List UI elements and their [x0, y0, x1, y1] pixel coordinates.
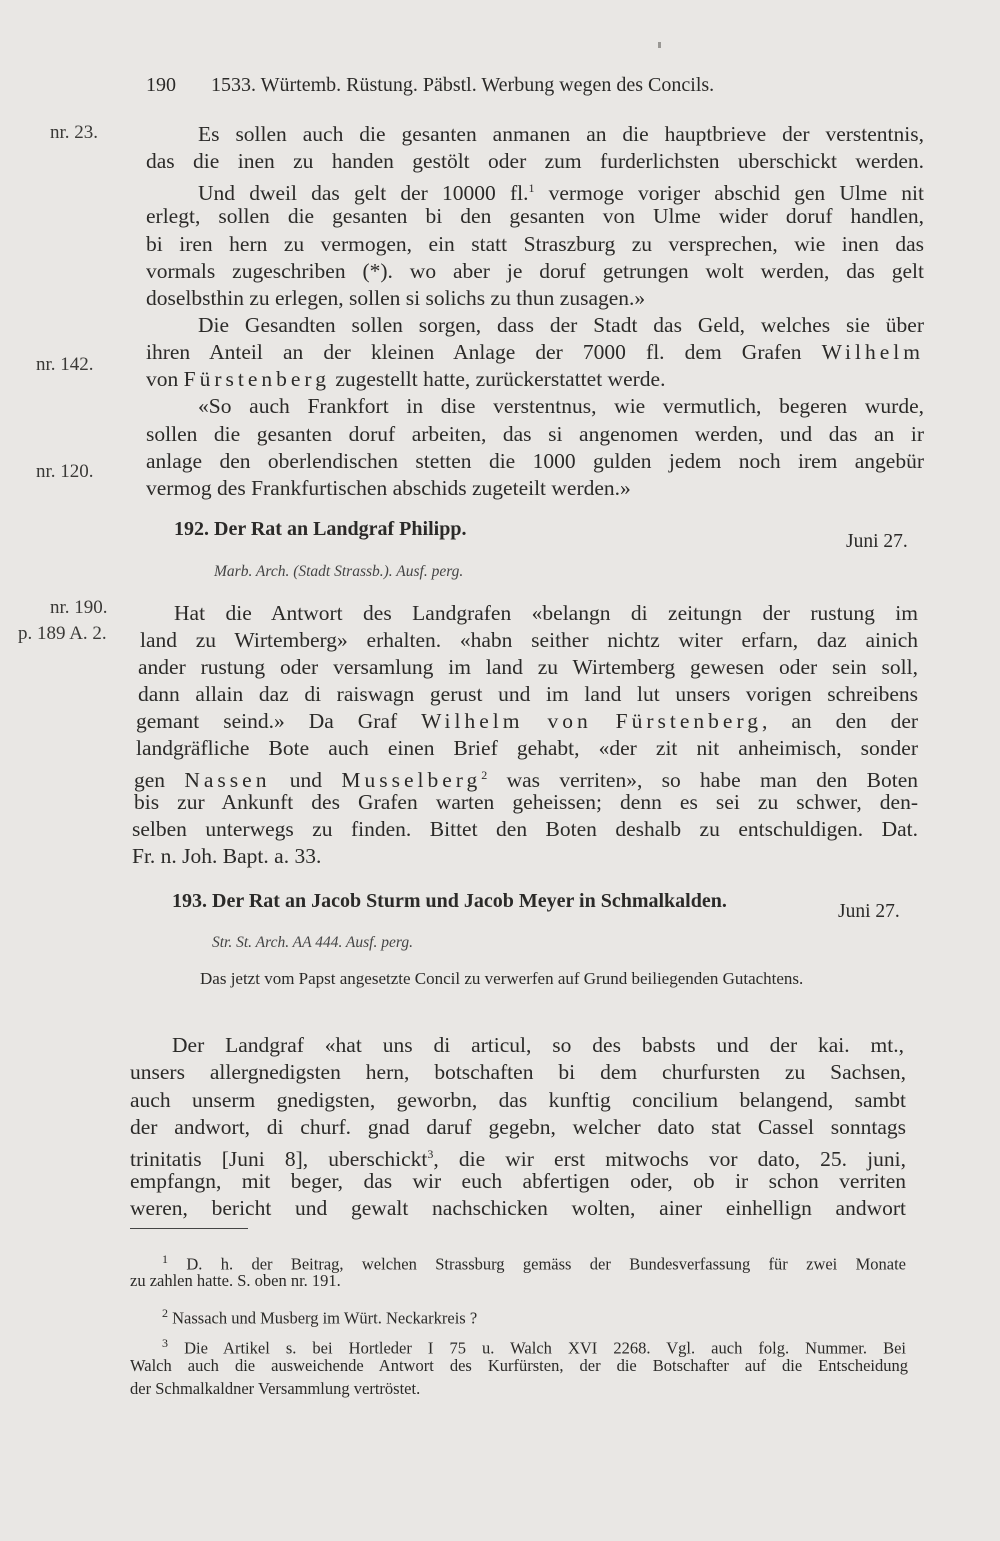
body-line: ihren Anteil an der kleinen Anlage der 7000 fl. dem Grafen Wilhelm [146, 340, 924, 364]
document-summary: Das jetzt vom Papst angesetzte Concil zu verwerfen auf Grund beiliegenden Gutachtens. [200, 969, 804, 988]
body-line: dann allain daz di raiswagn gerust und im land lut unsers vorigen schreibens [138, 682, 918, 706]
body-line: auch unserm gnedigsten, geworbn, das kunftig concilium belangend, sambt [130, 1088, 906, 1112]
body-line: bis zur Ankunft des Grafen warten geheissen; denn es sei zu schwer, den- [134, 790, 918, 814]
body-line: trinitatis [Juni 8], uberschickt$^3$, die wir erst mitwochs vor dato, 25. juni, [130, 1147, 906, 1172]
body-line: bi iren hern zu vermogen, ein statt Straszburg zu versprechen, wie inen das [146, 232, 924, 256]
body-line: Und dweil das gelt der 10000 fl.$^1$ vermoge voriger abschid gen Ulme nit [198, 181, 924, 206]
body-line: das die inen zu handen gestölt oder zum furderlichsten uberschickt werden. [146, 149, 924, 173]
margin-note: nr. 23. [50, 122, 99, 143]
body-line: empfangn, mit beger, das wir euch abfertigen oder, ob ir schon verriten [130, 1169, 906, 1193]
body-line: Die Gesandten sollen sorgen, dass der Stadt das Geld, welches sie über [198, 313, 924, 337]
person-name: Wilhelm [821, 340, 924, 364]
document-heading: 192. Der Rat an Landgraf Philipp. [174, 518, 467, 540]
source-note: Str. St. Arch. AA 444. Ausf. perg. [212, 934, 413, 951]
body-line: gen Nassen und Musselberg$^2$ was verriten», so habe man den Boten [134, 768, 918, 793]
margin-note: nr. 142. [36, 354, 94, 375]
body-line: selben unterwegs zu finden. Bittet den Boten deshalb zu entschuldigen. Dat. [132, 817, 918, 841]
scan-speck [658, 42, 661, 48]
footnote: der Schmalkaldner Versammlung vertröstet. [130, 1379, 421, 1398]
body-line: Hat die Antwort des Landgrafen «belangn di zeitungn der rustung im [174, 601, 918, 625]
body-line: Fr. n. Joh. Bapt. a. 33. [132, 844, 322, 868]
margin-note: nr. 120. [36, 461, 94, 482]
body-line: Der Landgraf «hat uns di articul, so des babsts und der kai. mt., [172, 1033, 904, 1057]
margin-note: nr. 190. [50, 597, 108, 618]
body-line: «So auch Frankfort in dise verstentnus, wie vermutlich, begeren wurde, [198, 394, 924, 418]
document-heading: 193. Der Rat an Jacob Sturm und Jacob Meyer in Schmalkalden. [172, 890, 727, 912]
footnote: $^1$ D. h. der Beitrag, welchen Strassburg gemäss der Bundesverfassung für zwei Monate [162, 1252, 907, 1274]
source-note: Marb. Arch. (Stadt Strassb.). Ausf. perg. [214, 563, 464, 580]
body-line: ander rustung oder versamlung im land zu Wirtemberg gewesen oder sein soll, [138, 655, 918, 679]
body-line: von Fürstenberg zugestellt hatte, zurückerstattet werde. [146, 367, 666, 391]
footnote: $^2$ Nassach und Musberg im Würt. Neckarkreis ? [162, 1306, 478, 1328]
body-line: gemant seind.» Da Graf Wilhelm von Fürstenberg, an den der [136, 709, 919, 733]
document-date: Juni 27. [846, 531, 908, 552]
footnote: Walch auch die ausweichende Antwort des Kurfürsten, der die Botschafter auf die Entscheidung [130, 1356, 908, 1375]
body-line: land zu Wirtemberg» erhalten. «habn seither nichtz witer erfarn, daz ainich [140, 628, 918, 652]
body-line: landgräfliche Bote auch einen Brief gehabt, «der zit nit anheimisch, sonder [136, 736, 918, 760]
running-header [146, 74, 714, 97]
footnote-ref: 3 [427, 1147, 434, 1161]
body-line: doselbsthin zu erlegen, sollen si solichs zu thun zusagen.» [146, 286, 646, 310]
body-line: der andwort, di churf. gnad daruf gegebn, welcher dato stat Cassel sonntags [130, 1115, 906, 1139]
margin-note: p. 189 A. 2. [18, 623, 107, 644]
footnote: $^3$ Die Artikel s. bei Hortleder I 75 u. Walch XVI 2268. Vgl. auch folg. Nummer. Bei [162, 1336, 906, 1358]
document-date: Juni 27. [838, 901, 900, 922]
body-line: vormals zugeschriben (*). wo aber je doruf getrungen wolt werden, das gelt [146, 259, 924, 283]
person-name: Fürstenberg [183, 367, 330, 391]
running-title: 1533. Würtemb. Rüstung. Päbstl. Werbung wegen des Concils. [211, 74, 715, 96]
footnote: zu zahlen hatte. S. oben nr. 191. [130, 1271, 341, 1290]
body-line: Es sollen auch die gesanten anmanen an die hauptbrieve der verstentnis, [198, 122, 924, 146]
body-line: sollen die gesanten doruf arbeiten, das si angenomen werden, und das an ir [146, 422, 924, 446]
footnote-ref: 1 [528, 181, 535, 195]
body-line: erlegt, sollen die gesanten bi den gesanten von Ulme wider doruf handlen, [146, 204, 924, 228]
footnote-rule [130, 1228, 248, 1229]
body-line: anlage den oberlendischen stetten die 1000 gulden jedem noch irem angebür [146, 449, 924, 473]
body-line: unsers allergnedigsten hern, botschaften bi dem churfursten zu Sachsen, [130, 1060, 906, 1084]
body-line: vermog des Frankfurtischen abschids zugeteilt werden.» [146, 476, 631, 500]
body-line: weren, bericht und gewalt nachschicken wolten, ainer einhellign andwort [130, 1196, 906, 1220]
page-number: 190 [146, 74, 176, 96]
